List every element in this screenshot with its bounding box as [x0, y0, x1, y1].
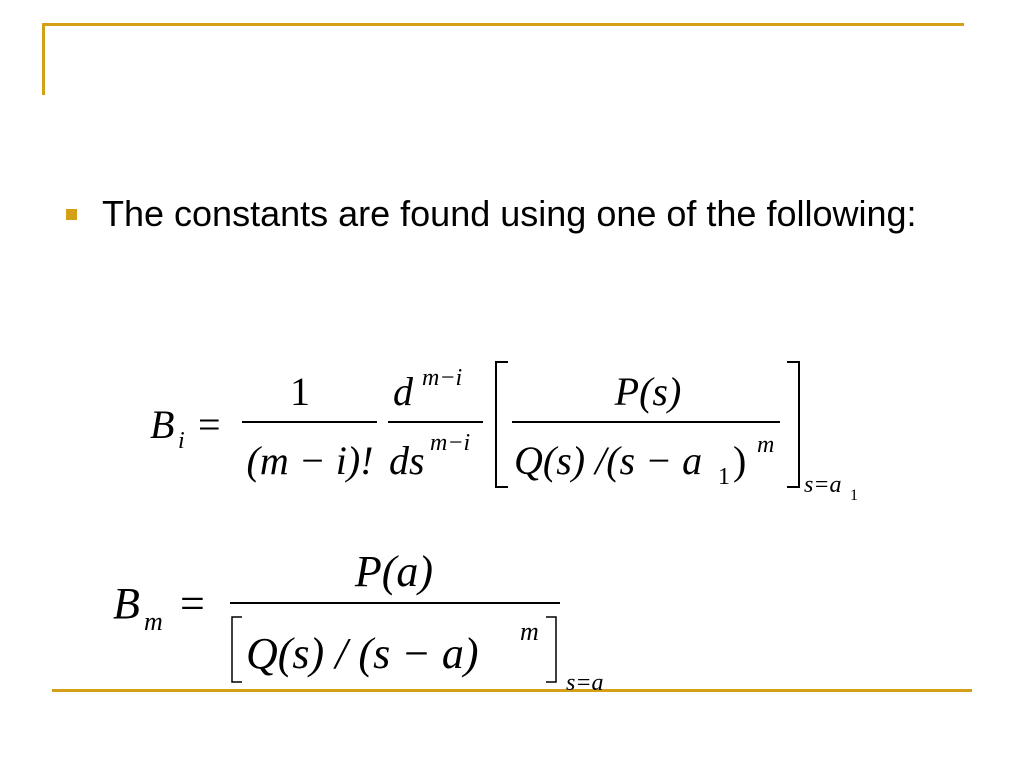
eq2-den-sup: m [520, 617, 539, 646]
eq1-bracket-den: Q(s) /(s − a [514, 438, 703, 483]
eq1-bracket-num: P(s) [614, 369, 682, 414]
bullet-text: The constants are found using one of the following: [102, 193, 917, 234]
eq1-lhs-letter: B [150, 402, 175, 447]
eq1-bracket-den-sub: 1 [718, 464, 730, 490]
eq1-frac2-den-ds: ds [389, 438, 425, 483]
eq2-right-bracket [546, 617, 556, 682]
eq1-lhs-sub: i [178, 428, 185, 454]
eq2-eval-at: s=a [566, 670, 604, 696]
eq1-bracket-den-sup: m [757, 432, 775, 458]
eq2-lhs-letter: B [113, 579, 140, 628]
eq1-frac2-num-d: d [393, 369, 413, 414]
eq2-lhs-sub: m [144, 607, 163, 636]
eq2-left-bracket [232, 617, 242, 682]
eq1-frac1-num: 1 [290, 369, 310, 414]
eq1-eval-at-sub: 1 [850, 487, 858, 504]
eq2-equals: = [180, 579, 205, 628]
eq1-equals: = [198, 402, 221, 447]
eq2-num: P(a) [354, 547, 434, 596]
eq1-frac1-den: (m − i)! [246, 438, 374, 483]
eq1-frac2-num-sup: m−i [422, 365, 463, 391]
eq1-eval-at: s=a [804, 472, 842, 498]
eq1-frac2-den-sup: m−i [430, 430, 471, 456]
eq2-den: Q(s) / (s − a) [246, 629, 479, 678]
eq1-bracket-den-tail: ) [733, 438, 747, 483]
